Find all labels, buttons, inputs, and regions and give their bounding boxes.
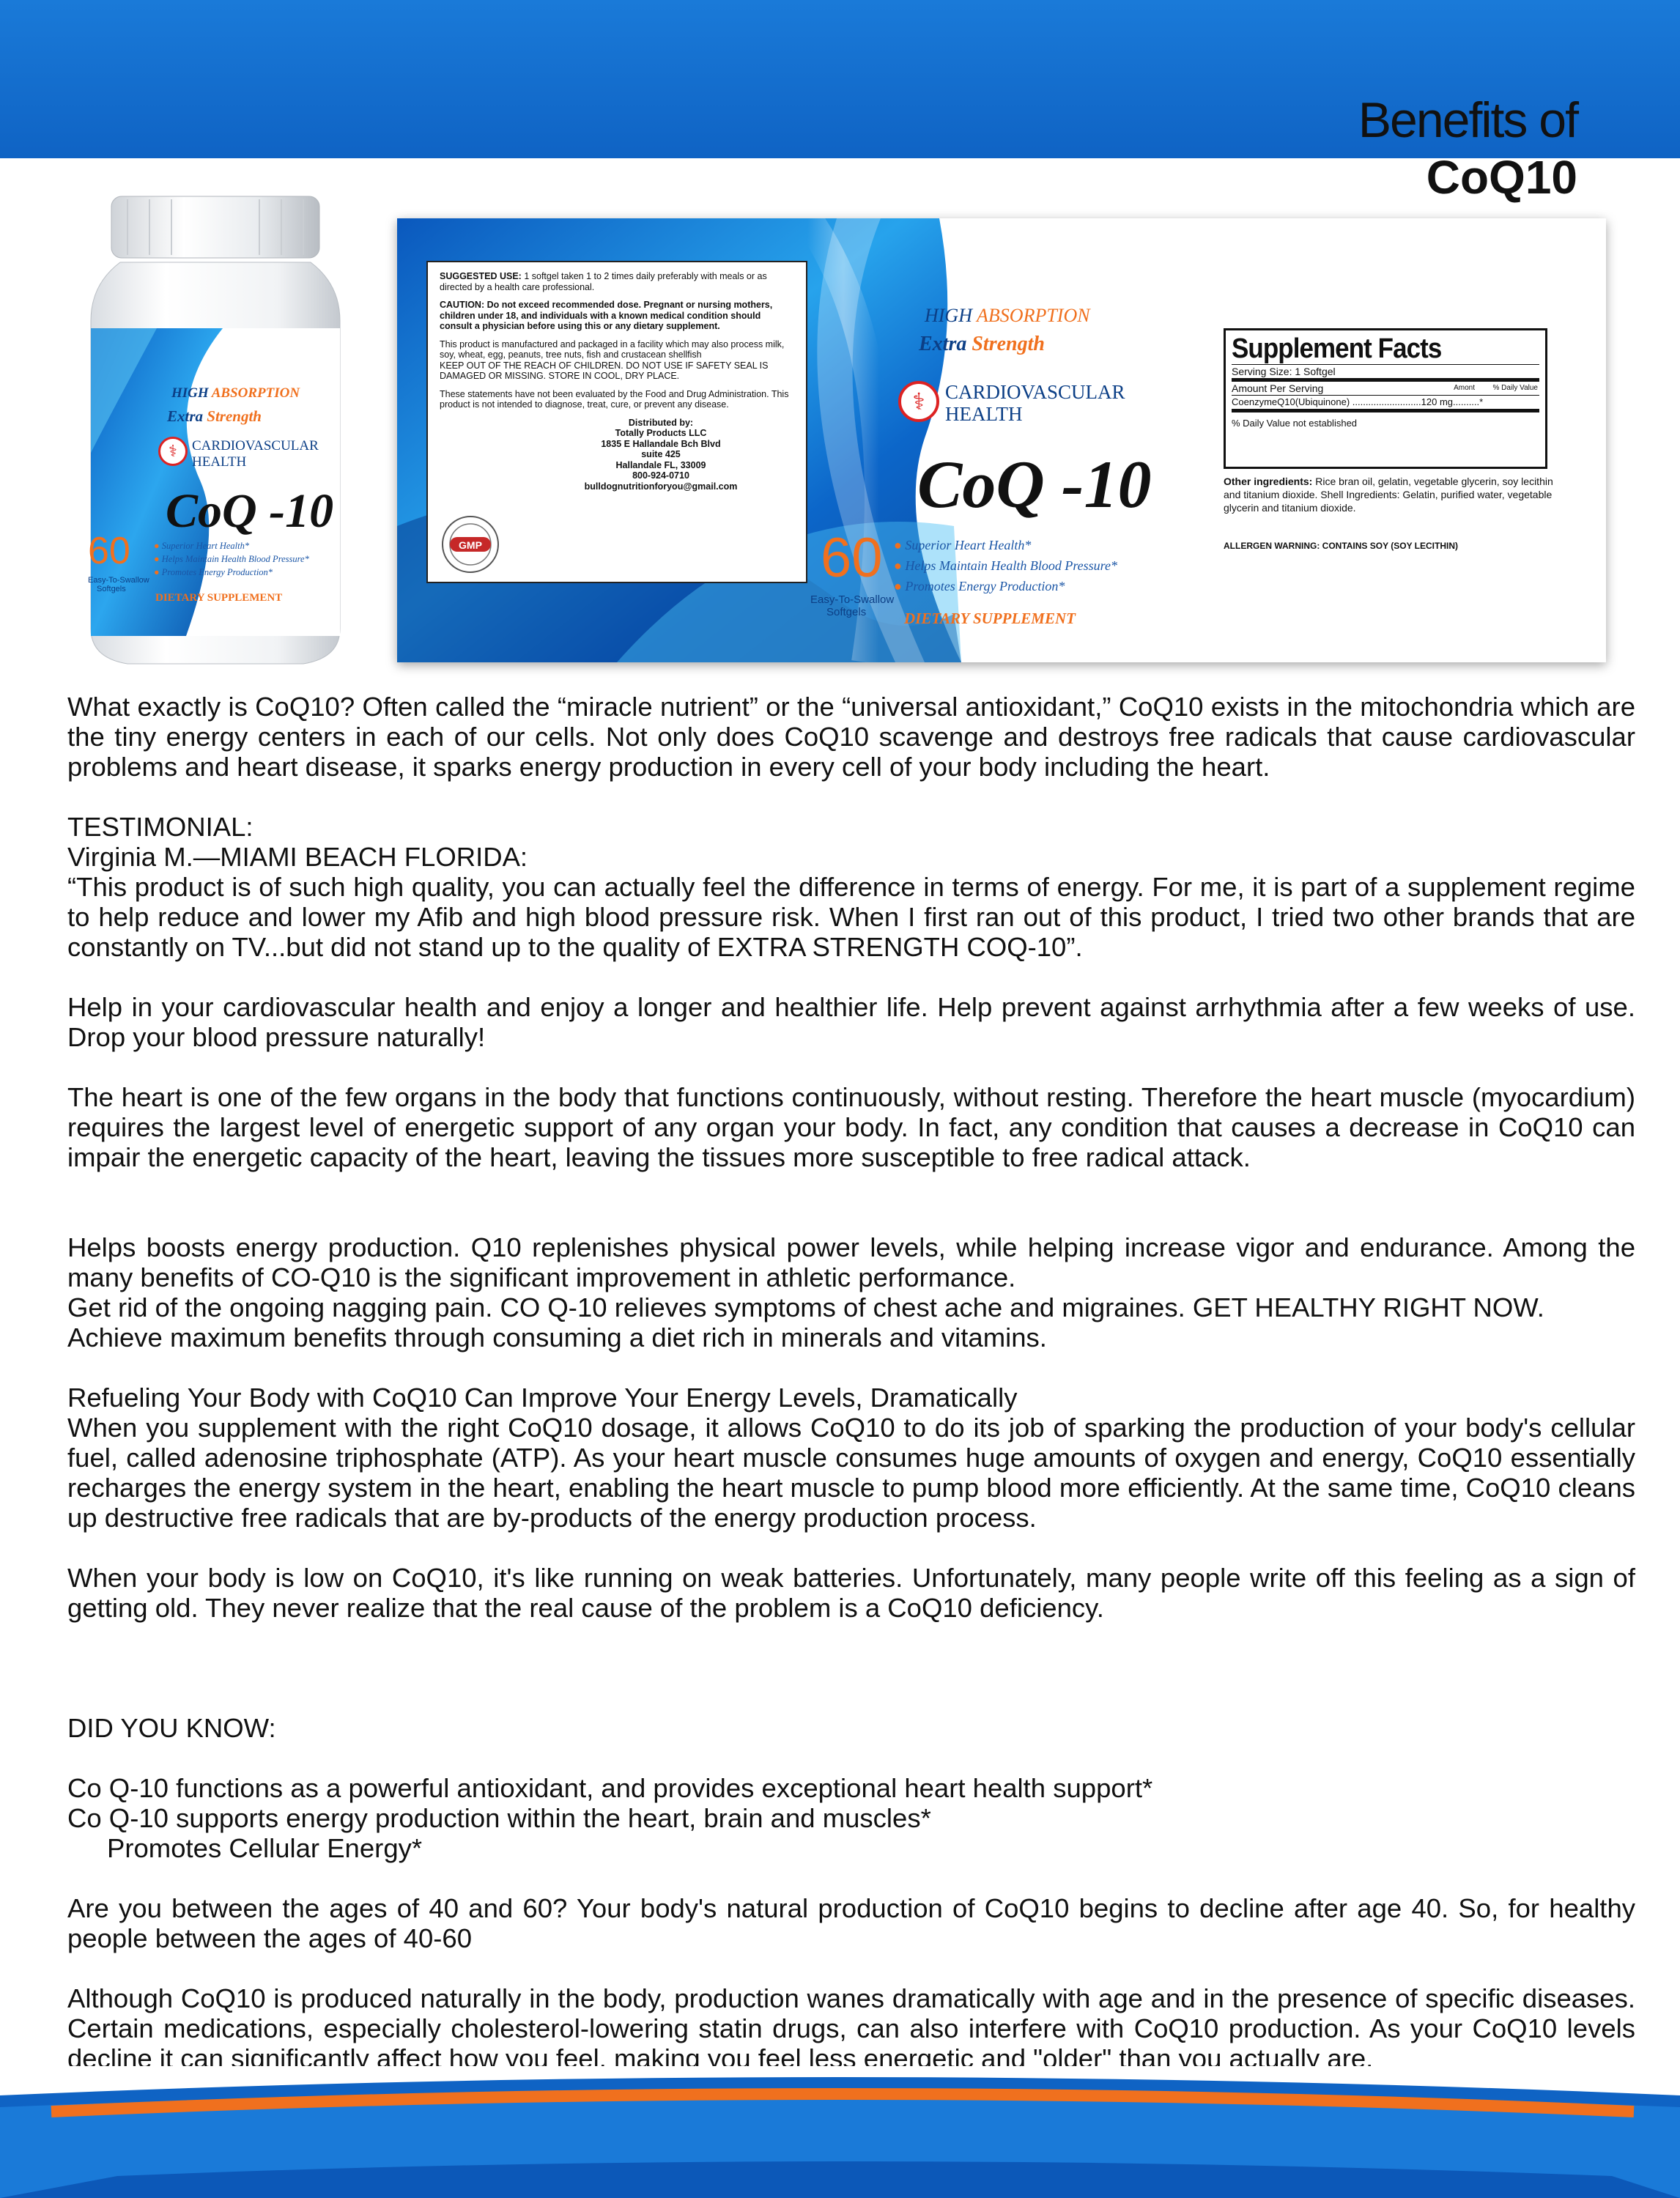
label-count-sub-1: Easy-To-Swallow — [810, 593, 895, 606]
bottle-cap — [111, 196, 319, 258]
bottle-benefit: ● Promotes Energy Production* — [154, 567, 273, 577]
facts-amount-header: Amount Per Serving Amont % Daily Value — [1232, 378, 1539, 395]
label-cardio-2: HEALTH — [945, 403, 1023, 425]
distributor-line: 800-924-0710 — [632, 470, 689, 481]
testimonial-quote: “This product is of such high quality, you can actually feel the difference in terms of energy. For me, it is part of a supplement regime to help reduce and lower my Afib and high blood pressure risk. When I first ran out of this product, I tried two other brands that are constantly on TV...but did not stand up to the quality of EXTRA STRENGTH COQ-10”. — [67, 872, 1635, 962]
bottle-count: 60 — [88, 530, 130, 572]
label-high: HIGH — [925, 305, 972, 326]
caution-text: CAUTION: Do not exceed recommended dose. Pregnant or nursing mothers, children under 18, and individuals with a known medical condition should consult a physician before using this or any dietary supplement. — [440, 300, 773, 331]
supplement-facts-panel — [1224, 328, 1547, 469]
keep-out-text: KEEP OUT OF THE REACH OF CHILDREN. DO NOT USE IF SAFETY SEAL IS DAMAGED OR MISSING. STORE IN COOL, DRY PLACE. — [440, 360, 769, 381]
label-count: 60 — [821, 527, 883, 589]
decline-paragraph: Although CoQ10 is produced naturally in the body, production wanes dramatically with age and in the presence of specific diseases. Certain medications, especially cholesterol-lowering statin drugs, can also interfere with CoQ10 production. As your CoQ10 levels decline it can significantly affect how you feel, making you feel less energetic and "older" than you actually are. — [67, 1983, 1635, 2073]
distributor-line: bulldognutritionforyou@gmail.com — [584, 481, 738, 492]
did-you-know-item: Co Q-10 functions as a powerful antioxidant, and provides exceptional heart health support* — [67, 1773, 1153, 1803]
label-benefit: ● Helps Maintain Health Blood Pressure* — [894, 558, 1118, 573]
fda-text: These statements have not been evaluated by the Food and Drug Administration. This product is not intended to diagnose, treat, cure, or prevent any disease. — [440, 388, 789, 410]
heart-paragraph: The heart is one of the few organs in the body that functions continuously, without resting. Therefore the heart muscle (myocardium) requires the largest level of energetic support of any organ your body. In fact, any condition that causes a decrease in CoQ10 can impair the energetic capacity of the heart, leaving the tissues more susceptible to free radical attack. — [67, 1082, 1635, 1172]
article-body — [67, 692, 1635, 2073]
low-coq10-paragraph: When your body is low on CoQ10, it's like running on weak batteries. Unfortunately, many people write off this feeling as a sign of getting old. They never realize that the real cause of the problem is a CoQ10 deficiency. — [67, 1563, 1635, 1623]
footer-wave — [0, 2066, 1680, 2198]
product-label — [397, 218, 1606, 662]
gmp-text: GMP — [459, 539, 482, 551]
label-product-name: CoQ -10 — [917, 447, 1152, 522]
refueling-heading: Refueling Your Body with CoQ10 Can Improve Your Energy Levels, Dramatically — [67, 1383, 1018, 1413]
facility-text: This product is manufactured and packaged in a facility which may also process milk, soy, wheat, egg, peanuts, tree nuts, fish and crustacean shellfish — [440, 338, 785, 360]
distributor-line: Hallandale FL, 33009 — [615, 459, 706, 470]
ages-paragraph: Are you between the ages of 40 and 60? Your body's natural production of CoQ10 begins to decline after age 40. So, for healthy people between the ages of 40-60 — [67, 1893, 1635, 1953]
distributor-line: suite 425 — [641, 449, 681, 459]
did-you-know-item: Promotes Cellular Energy* — [107, 1833, 423, 1863]
energy-paragraph: Helps boosts energy production. Q10 replenishes physical power levels, while helping increase vigor and endurance. Among the many benefits of CO-Q10 is the significant improvement in athletic performance. — [67, 1232, 1635, 1292]
label-dietary: DIETARY SUPPLEMENT — [904, 610, 1076, 627]
label-strength: Strength — [972, 333, 1045, 355]
label-absorption: ABSORPTION — [977, 305, 1090, 326]
other-ingredients — [1224, 475, 1568, 514]
bottle-benefit: ● Helps Maintain Health Blood Pressure* — [154, 554, 309, 564]
bottle-cardio-2: HEALTH — [192, 454, 247, 470]
bottle-extra: Extra — [167, 407, 204, 425]
suggested-use-text: 1 softgel taken 1 to 2 times daily preferably with meals or as directed by a health care professional. — [440, 271, 767, 292]
title-line-2: CoQ10 — [1426, 151, 1577, 204]
distributor-line: Totally Products LLC — [615, 428, 707, 438]
label-benefit: ● Superior Heart Health* — [894, 538, 1032, 552]
label-benefit: ● Promotes Energy Production* — [894, 579, 1065, 593]
bottle-strength: Strength — [207, 407, 262, 425]
label-count-sub-2: Softgels — [826, 606, 867, 618]
other-ingredients-text: Rice bran oil, gelatin, vegetable glycerin, soy lecithin and titanium dioxide. Shell Ingredients: Gelatin, purified water, vegetable glycerin and titanium dioxide. — [1224, 476, 1553, 514]
bottle-cardio-1: CARDIOVASCULAR — [192, 438, 319, 454]
allergen-warning: ALLERGEN WARNING: CONTAINS SOY (SOY LECITHIN) — [1224, 541, 1459, 551]
gmp-seal-icon — [441, 515, 500, 574]
other-ingredients-heading: Other ingredients: — [1224, 476, 1313, 487]
facts-amount-col: Amont — [1454, 384, 1475, 392]
title-line-1: Benefits of — [1358, 92, 1577, 148]
did-you-know-item: Co Q-10 supports energy production within the heart, brain and muscles* — [67, 1803, 931, 1833]
diet-paragraph: Achieve maximum benefits through consuming a diet rich in minerals and vitamins. — [67, 1322, 1047, 1353]
did-you-know-heading: DID YOU KNOW: — [67, 1713, 276, 1743]
facts-dv-col: % Daily Value — [1492, 384, 1538, 392]
bottle-absorption: ABSORPTION — [211, 385, 300, 401]
label-cardio-1: CARDIOVASCULAR — [945, 381, 1125, 403]
pain-paragraph: Get rid of the ongoing nagging pain. CO Q-10 relieves symptoms of chest ache and migraines. GET HEALTHY RIGHT NOW. — [67, 1292, 1544, 1322]
distributor-line: Distributed by: — [628, 417, 694, 428]
facts-footnote: % Daily Value not established — [1232, 409, 1539, 430]
bottle-count-sub-1: Easy-To-Swallow — [88, 576, 149, 585]
facts-title: Supplement Facts — [1232, 333, 1442, 364]
page-title — [1358, 91, 1577, 205]
bottle-product-name: CoQ -10 — [166, 484, 334, 538]
bottle-caduceus-icon: ⚕ — [158, 437, 188, 466]
distributor-info — [528, 418, 794, 492]
bottle-high: HIGH — [171, 385, 209, 401]
label-benefits — [894, 535, 1117, 596]
bottle-count-sub-2: Softgels — [97, 585, 126, 593]
suggested-use-heading: SUGGESTED USE: — [440, 271, 522, 281]
bottle-dietary: DIETARY SUPPLEMENT — [155, 592, 283, 604]
bottle-benefit: ● Superior Heart Health* — [154, 541, 250, 551]
bottle-benefits — [154, 539, 309, 579]
cardio-paragraph: Help in your cardiovascular health and enjoy a longer and healthier life. Help prevent against arrhythmia after a few weeks of use. Drop your blood pressure naturally! — [67, 992, 1635, 1052]
facts-serving-size: Serving Size: 1 Softgel — [1232, 364, 1539, 378]
refueling-paragraph: When you supplement with the right CoQ10 dosage, it allows CoQ10 to do its job of sparking the production of your body's cellular fuel, called adenosine triphosphate (ATP). As your heart muscle consumes huge amounts of oxygen and energy, CoQ10 essentially recharges the energy system in the heart, enabling the heart muscle to pump blood more efficiently. At the same time, CoQ10 cleans up destructive free radicals that are by-products of the energy production process. — [67, 1413, 1635, 1533]
distributor-line: 1835 E Hallandale Bch Blvd — [601, 438, 721, 449]
suggested-use-panel — [426, 261, 807, 583]
testimonial-author: Virginia M.—MIAMI BEACH FLORIDA: — [67, 842, 528, 872]
testimonial-heading: TESTIMONIAL: — [67, 812, 254, 842]
intro-paragraph: What exactly is CoQ10? Often called the “miracle nutrient” or the “universal antioxidant,” CoQ10 exists in the mitochondria which are the tiny energy centers in each of our cells. Not only does CoQ10 scavenge and destroys free radicals that cause cardiovascular problems and heart disease, it sparks energy production in every cell of your body including the heart. — [67, 692, 1635, 782]
label-caduceus-icon: ⚕ — [898, 381, 939, 422]
label-extra: Extra — [919, 333, 967, 355]
facts-ingredient-row: CoenzymeQ10(Ubiquinone) ..........................120 mg..........* — [1232, 395, 1539, 409]
